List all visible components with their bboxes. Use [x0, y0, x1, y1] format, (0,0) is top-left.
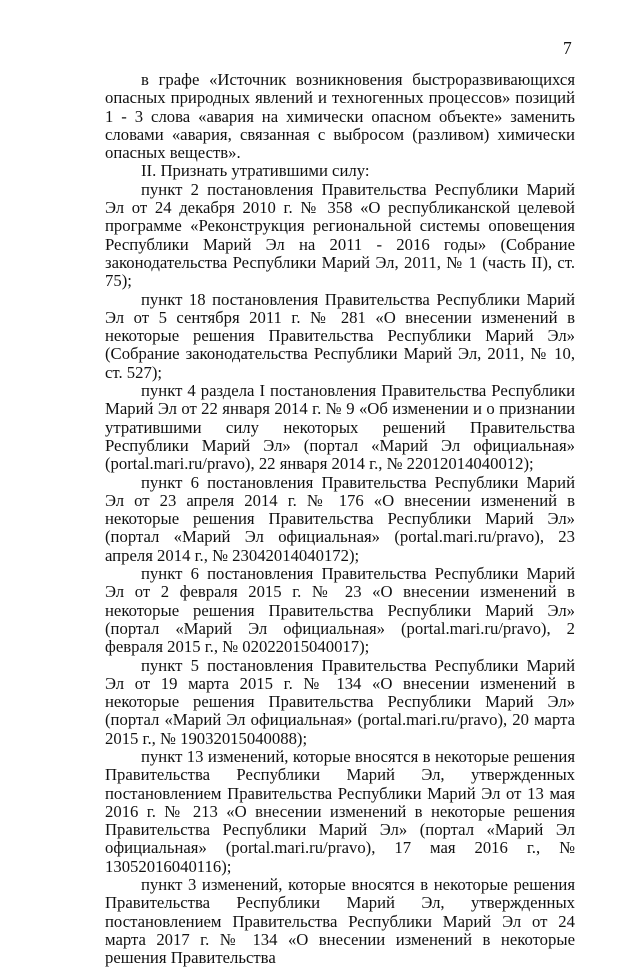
- document-body: [105, 71, 575, 968]
- paragraph-repeal-item: пункт 6 постановления Правительства Республики Марий Эл от 2 февраля 2015 г. № 23 «О внесении изменений в некоторые решения Правительства Республики Марий Эл» (портал «Марий Эл официальная» (portal.mari.ru/pravo), 2 февраля 2015 г., № 02022015040017);: [105, 564, 575, 657]
- paragraph-repeal-item: пункт 5 постановления Правительства Республики Марий Эл от 19 марта 2015 г. № 134 «О внесении изменений в некоторые решения Правительства Республики Марий Эл» (портал «Марий Эл официальная» (portal.mari.ru/pravo), 20 марта 2015 г., № 19032015040088);: [105, 655, 575, 748]
- section-heading-repeal: II. Признать утратившими силу:: [141, 161, 370, 181]
- page-number: 7: [563, 38, 572, 58]
- paragraph-repeal-item: пункт 4 раздела I постановления Правительства Республики Марий Эл от 22 января 2014 г. № 9 «Об изменении и о признании утратившими силу некоторых решений Правительства Республики Марий Эл» (портал «Марий Эл официальная» (portal.mari.ru/pravo), 22 января 2014 г., № 22012014040012);: [105, 381, 575, 474]
- paragraph-repeal-item: пункт 3 изменений, которые вносятся в некоторые решения Правительства Республики Марий Эл, утвержденных постановлением Правительства Республики Марий Эл от 24 марта 2017 г. № 134 «О внесении изменений в некоторые решения Правительства: [105, 875, 575, 968]
- paragraph-column-replacement: в графе «Источник возникновения быстроразвивающихся опасных природных явлений и техногенных процессов» позиций 1 - 3 слова «авария на химически опасном объекте» заменить словами «авария, связанная с выбросом (разливом) химически опасных веществ».: [105, 70, 575, 163]
- paragraph-repeal-item: пункт 13 изменений, которые вносятся в некоторые решения Правительства Республики Марий Эл, утвержденных постановлением Правительства Республики Марий Эл от 13 мая 2016 г. № 213 «О внесении изменений в некоторые решения Правительства Республики Марий Эл» (портал «Марий Эл официальная» (portal.mari.ru/pravo), 17 мая 2016 г., № 13052016040116);: [105, 746, 575, 876]
- paragraph-repeal-item: пункт 2 постановления Правительства Республики Марий Эл от 24 декабря 2010 г. № 358 «О республиканской целевой программе «Реконструкция региональной системы оповещения Республики Марий Эл на 2011 - 2016 годы» (Собрание законодательства Республики Марий Эл, 2011, № 1 (часть II), ст. 75);: [105, 179, 575, 291]
- paragraph-repeal-item: пункт 6 постановления Правительства Республики Марий Эл от 23 апреля 2014 г. № 176 «О внесении изменений в некоторые решения Правительства Республики Марий Эл» (портал «Марий Эл официальная» (portal.mari.ru/pravo), 23 апреля 2014 г., № 23042014040172);: [105, 472, 575, 565]
- paragraph-repeal-item: пункт 18 постановления Правительства Республики Марий Эл от 5 сентября 2011 г. № 281 «О внесении изменений в некоторые решения Правительства Республики Марий Эл» (Собрание законодательства Республики Марий Эл, 2011, № 10, ст. 527);: [105, 289, 575, 382]
